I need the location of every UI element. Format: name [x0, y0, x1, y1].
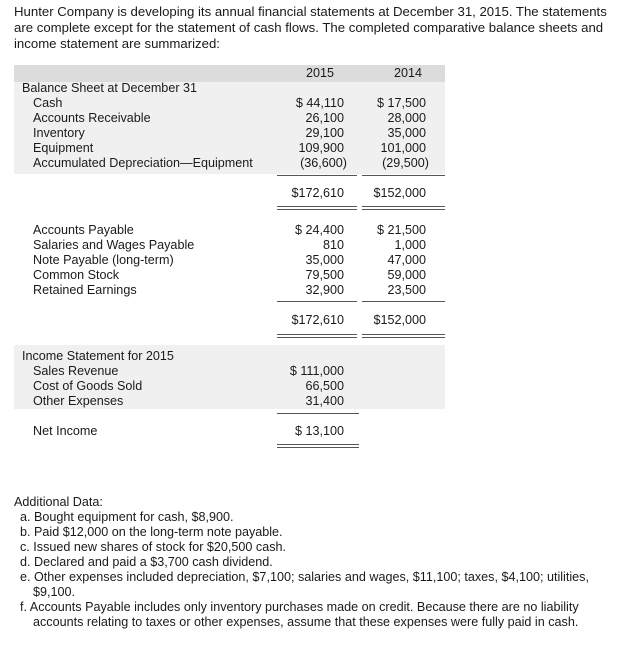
- liability-label: Common Stock: [33, 268, 120, 282]
- income-statement-title: Income Statement for 2015: [22, 349, 174, 363]
- asset-2014: $ 17,500: [376, 96, 426, 110]
- additional-item: a. Bought equipment for cash, $8,900.: [20, 510, 234, 524]
- additional-title: Additional Data:: [14, 495, 103, 509]
- rule: [277, 301, 357, 302]
- liability-2015: 32,900: [305, 283, 344, 297]
- assets-total-2015: $172,610: [291, 186, 344, 200]
- liability-label: Note Payable (long-term): [33, 253, 174, 267]
- double-rule: [277, 337, 357, 338]
- asset-label: Accounts Receivable: [33, 111, 151, 125]
- assets-total-2014: $152,000: [373, 186, 426, 200]
- net-income-2015: $ 13,100: [294, 424, 344, 438]
- double-rule: [362, 337, 445, 338]
- income-2015: 66,500: [305, 379, 344, 393]
- asset-2015: 109,900: [298, 141, 344, 155]
- additional-item-cont: accounts relating to taxes or other expenses, assume that these expenses were fully paid in cash.: [33, 615, 579, 629]
- additional-item-cont: $9,100.: [33, 585, 76, 599]
- rule: [362, 301, 445, 302]
- header-2014: 2014: [393, 66, 423, 80]
- net-income-label: Net Income: [33, 424, 98, 438]
- intro-paragraph: Hunter Company is developing its annual financial statements at December 31, 2015. The statements are complete except for the statement of cash flows. The completed comparative balance sheets and income statement are summarized:: [14, 4, 607, 51]
- asset-label: Equipment: [33, 141, 94, 155]
- additional-item: f. Accounts Payable includes only inventory purchases made on credit. Because there are no liability: [20, 600, 579, 614]
- income-label: Other Expenses: [33, 394, 124, 408]
- header-2015: 2015: [305, 66, 335, 80]
- asset-2015: $ 44,110: [295, 96, 344, 110]
- liability-2015: 810: [322, 238, 344, 252]
- additional-item: b. Paid $12,000 on the long-term note payable.: [20, 525, 283, 539]
- liability-label: Accounts Payable: [33, 223, 134, 237]
- asset-2015: (36,600): [300, 156, 347, 170]
- asset-label: Cash: [33, 96, 63, 110]
- double-rule: [362, 334, 445, 335]
- asset-2014: 101,000: [380, 141, 426, 155]
- liability-label: Salaries and Wages Payable: [33, 238, 195, 252]
- double-rule: [362, 206, 445, 207]
- liability-2014: 1,000: [394, 238, 426, 252]
- double-rule: [277, 447, 359, 448]
- liability-2014: 47,000: [387, 253, 426, 267]
- rule: [277, 175, 357, 176]
- liabilities-total-2015: $172,610: [291, 313, 344, 327]
- asset-2014: 28,000: [387, 111, 426, 125]
- double-rule: [362, 209, 445, 210]
- income-2015: 31,400: [305, 394, 344, 408]
- liability-2014: 23,500: [387, 283, 426, 297]
- income-label: Sales Revenue: [33, 364, 119, 378]
- liability-2015: $ 24,400: [294, 223, 344, 237]
- liability-label: Retained Earnings: [33, 283, 137, 297]
- asset-label: Accumulated Depreciation—Equipment: [33, 156, 253, 170]
- rule: [277, 413, 359, 414]
- additional-item: e. Other expenses included depreciation, $7,100; salaries and wages, $11,100; taxes, $4,100; utilities,: [20, 570, 589, 584]
- income-label: Cost of Goods Sold: [33, 379, 143, 393]
- asset-2015: 26,100: [305, 111, 344, 125]
- asset-2014: 35,000: [387, 126, 426, 140]
- liability-2014: 59,000: [387, 268, 426, 282]
- asset-2015: 29,100: [305, 126, 344, 140]
- double-rule: [277, 209, 357, 210]
- liability-2015: 35,000: [305, 253, 344, 267]
- asset-label: Inventory: [33, 126, 85, 140]
- income-2015: $ 111,000: [289, 364, 344, 378]
- liabilities-total-2014: $152,000: [373, 313, 426, 327]
- liability-2015: 79,500: [305, 268, 344, 282]
- liability-2014: $ 21,500: [376, 223, 426, 237]
- rule: [362, 175, 445, 176]
- double-rule: [277, 334, 357, 335]
- double-rule: [277, 444, 359, 445]
- balance-sheet-title: Balance Sheet at December 31: [22, 81, 198, 95]
- additional-item: c. Issued new shares of stock for $20,500 cash.: [20, 540, 287, 554]
- asset-2014: (29,500): [382, 156, 429, 170]
- double-rule: [277, 206, 357, 207]
- additional-item: d. Declared and paid a $3,700 cash dividend.: [20, 555, 273, 569]
